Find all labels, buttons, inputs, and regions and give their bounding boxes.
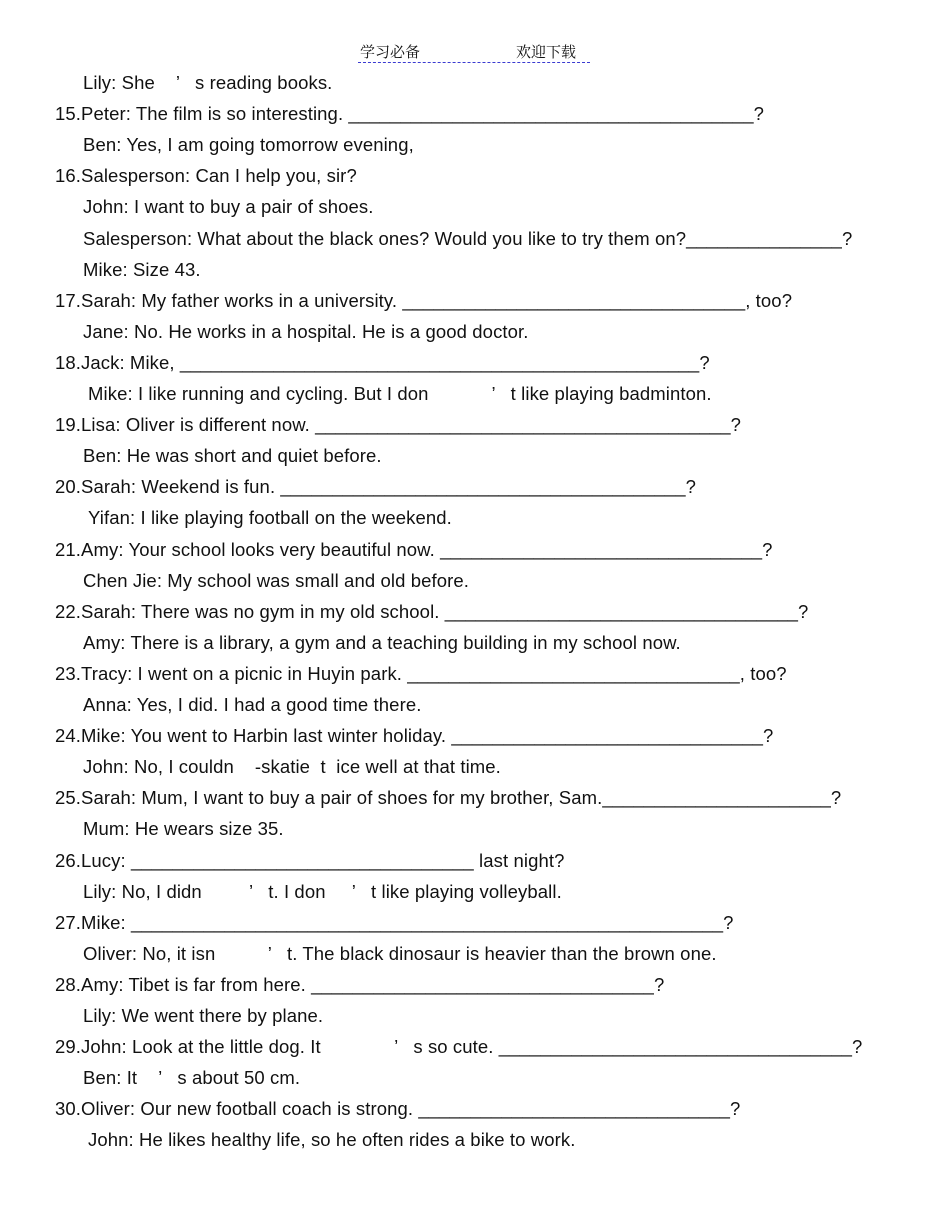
answer-line: Chen Jie: My school was small and old before. [83, 569, 469, 591]
answer-line: Mum: He wears size 35. [83, 818, 284, 840]
header-right-text: 欢迎下载 [516, 43, 577, 61]
question-line: 21.Amy: Your school looks very beautiful now. _______________________________? [55, 538, 773, 560]
question-line: 24.Mike: You went to Harbin last winter holiday. ______________________________? [55, 725, 774, 747]
answer-line: John: I want to buy a pair of shoes. [83, 196, 374, 218]
answer-line: Lily: We went there by plane. [83, 1005, 324, 1026]
question-line: 18.Jack: Mike, __________________________________________________? [55, 351, 710, 373]
answer-line: Lily: She ’ s reading books. [83, 72, 333, 93]
header-left-text: 学习必备 [360, 43, 421, 61]
question-line: 30.Oliver: Our new football coach is strong. ______________________________? [55, 1098, 741, 1120]
question-line: 16.Salesperson: Can I help you, sir? [55, 165, 357, 187]
answer-line: Ben: He was short and quiet before. [83, 445, 382, 467]
page-header [358, 40, 590, 63]
question-line: 25.Sarah: Mum, I want to buy a pair of shoes for my brother, Sam.______________________? [55, 787, 842, 809]
answer-line: Jane: No. He works in a hospital. He is a good doctor. [83, 320, 529, 342]
answer-line: Salesperson: What about the black ones? Would you like to try them on?_______________? [83, 227, 853, 249]
answer-line: Ben: Yes, I am going tomorrow evening, [83, 134, 414, 156]
question-line: 15.Peter: The film is so interesting. _______________________________________? [55, 103, 764, 125]
question-line: 26.Lucy: _________________________________ last night? [55, 849, 565, 871]
answer-line: John: He likes healthy life, so he often rides a bike to work. [88, 1129, 576, 1151]
answer-line: Amy: There is a library, a gym and a teaching building in my school now. [83, 631, 681, 653]
answer-line: Anna: Yes, I did. I had a good time there. [83, 694, 422, 715]
question-line: 22.Sarah: There was no gym in my old school. __________________________________? [55, 600, 809, 622]
question-line: 29.John: Look at the little dog. It ’ s so cute. __________________________________? [55, 1036, 863, 1058]
answer-line: Yifan: I like playing football on the weekend. [88, 507, 452, 529]
question-line: 27.Mike: _________________________________________________________? [55, 911, 734, 933]
answer-line: Oliver: No, it isn ’ t. The black dinosaur is heavier than the brown one. [83, 942, 717, 964]
question-line: 19.Lisa: Oliver is different now. ________________________________________? [55, 414, 742, 436]
answer-line: Lily: No, I didn ’ t. I don ’ t like playing volleyball. [83, 880, 562, 902]
answer-line: Mike: I like running and cycling. But I don ’ t like playing badminton. [88, 383, 712, 404]
answer-line: Ben: It ’ s about 50 cm. [83, 1067, 301, 1089]
question-line: 23.Tracy: I went on a picnic in Huyin park. ________________________________, too? [55, 662, 787, 684]
question-line: 20.Sarah: Weekend is fun. _______________________________________? [55, 476, 696, 498]
question-line: 28.Amy: Tibet is far from here. _________________________________? [55, 973, 665, 995]
answer-line: John: No, I couldn -skatie t ice well at that time. [83, 756, 501, 778]
question-line: 17.Sarah: My father works in a university. _________________________________, too? [55, 289, 793, 311]
answer-line: Mike: Size 43. [83, 258, 201, 280]
